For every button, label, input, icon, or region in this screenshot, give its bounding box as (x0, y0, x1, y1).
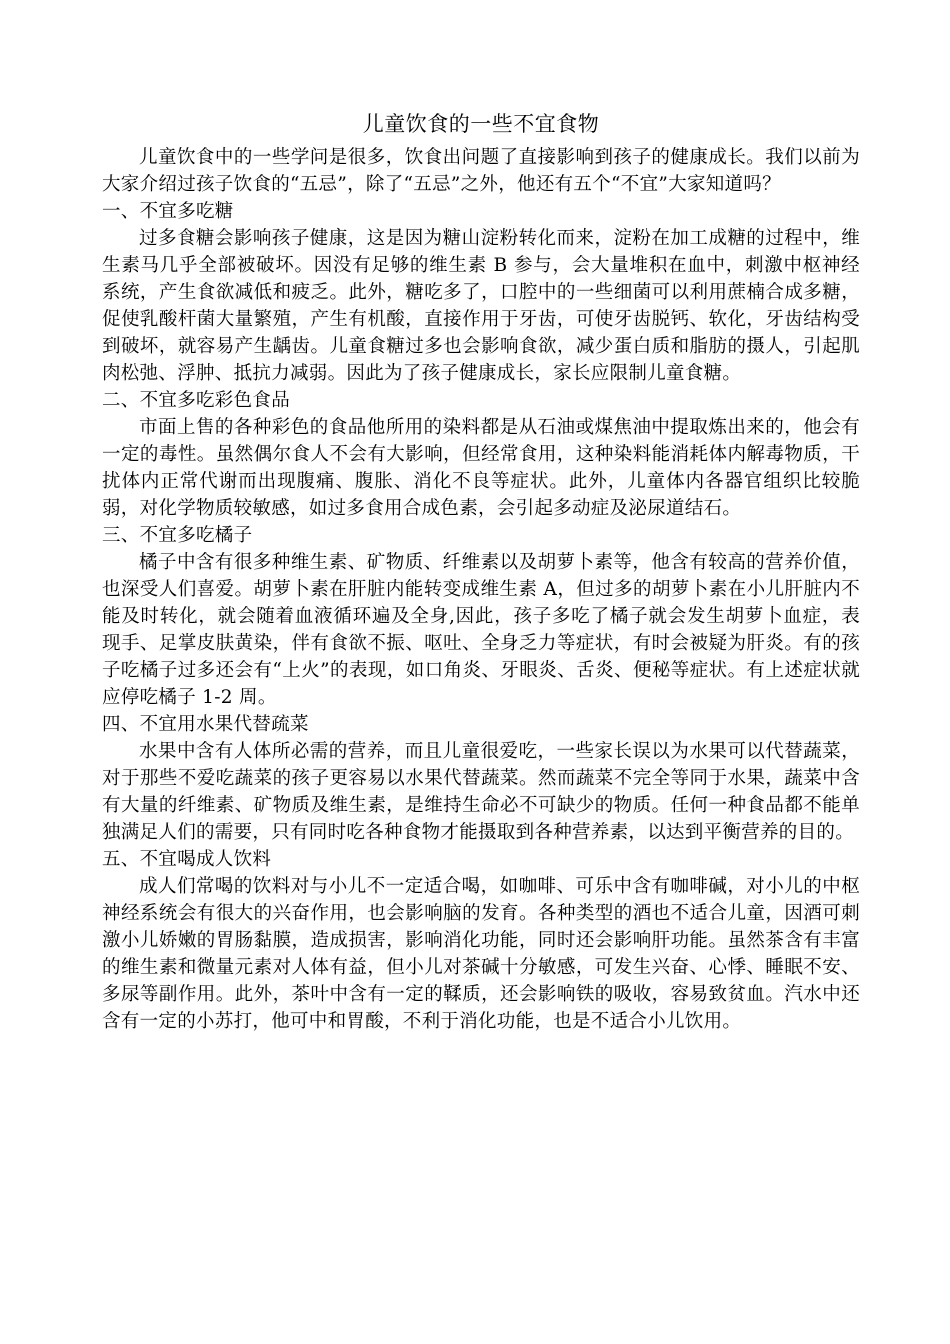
section-heading: 三、不宜多吃橘子 (102, 525, 253, 546)
section-sugar (102, 198, 860, 387)
section-body: 过多食糖会影响孩子健康，这是因为糖山淀粉转化而来，淀粉在加工成糖的过程中，维生素马几乎全部被破坏。因没有足够的维生素 B 参与，会大量堆积在血中，刺激中枢神经系统，产生食欲减低和疲乏。此外，糖吃多了，口腔中的一些细菌可以利用蔗楠合成多糖，促使乳酸杆菌大量繁殖，产生有机酸，直接作用于牙齿，可使牙齿脱钙、软化，牙齿结构受到破坏，就容易产生龋齿。儿童食糖过多也会影响食欲，减少蛋白质和脂肪的摄人，引起肌肉松弛、浮肿、抵抗力减弱。因此为了孩子健康成长，家长应限制儿童食糖。 (102, 228, 860, 384)
document-page (102, 106, 860, 1035)
section-body: 市面上售的各种彩色的食品他所用的染料都是从石油或煤焦油中提取炼出来的，他会有一定的毒性。虽然偶尔食人不会有大影响，但经常食用，这种染料能消耗体内解毒物质，干扰体内正常代谢而出现腹痛、腹胀、消化不良等症状。此外，儿童体内各器官组织比较脆弱，对化学物质较敏感，如过多食用合成色素，会引起多动症及泌尿道结石。 (102, 417, 860, 519)
section-fruit-vs-vegetables (102, 711, 860, 846)
intro-paragraph: 儿童饮食中的一些学问是很多，饮食出问题了直接影响到孩子的健康成长。我们以前为大家介绍过孩子饮食的“五忌”，除了“五忌”之外，他还有五个“不宜”大家知道吗？ (102, 147, 860, 195)
document-title: 儿童饮食的一些不宜食物 (362, 112, 600, 136)
section-body: 成人们常喝的饮料对与小儿不一定适合喝，如咖啡、可乐中含有咖啡碱，对小儿的中枢神经系统会有很大的兴奋作用，也会影响脑的发育。各种类型的酒也不适合儿童，因酒可刺激小儿娇嫩的胃肠黏膜，造成损害，影响消化功能，同时还会影响肝功能。虽然茶含有丰富的维生素和微量元素对人体有益，但小儿对茶碱十分敏感，可发生兴奋、心悸、睡眠不安、多尿等副作用。此外，茶叶中含有一定的鞣质，还会影响铁的吸收，容易致贫血。汽水中还含有一定的小苏打，他可中和胃酸，不利于消化功能，也是不适合小儿饮用。 (102, 876, 860, 1032)
section-heading: 二、不宜多吃彩色食品 (102, 390, 291, 411)
section-heading: 四、不宜用水果代替疏菜 (102, 714, 309, 735)
section-body: 橘子中含有很多种维生素、矿物质、纤维素以及胡萝卜素等，他含有较高的营养价值，也深受人们喜爱。胡萝卜素在肝脏内能转变成维生素 A，但过多的胡萝卜素在小儿肝脏内不能及时转化，就会随着血液循环遍及全身,因此，孩子多吃了橘子就会发生胡萝卜血症，表现手、足掌皮肤黄染，伴有食欲不振、呕吐、全身乏力等症状，有时会被疑为肝炎。有的孩子吃橘子过多还会有“上火”的表现，如口角炎、牙眼炎、舌炎、便秘等症状。有上述症状就应停吃橘子 1-2 周。 (102, 552, 860, 708)
section-heading: 五、不宜喝成人饮料 (102, 849, 272, 870)
section-heading: 一、不宜多吃糖 (102, 201, 234, 222)
section-oranges (102, 522, 860, 711)
section-colored-food (102, 387, 860, 522)
section-adult-drinks (102, 846, 860, 1035)
section-body: 水果中含有人体所必需的营养，而且儿童很爱吃，一些家长误以为水果可以代替蔬菜，对于那些不爱吃蔬菜的孩子更容易以水果代替蔬菜。然而蔬菜不完全等同于水果，蔬菜中含有大量的纤维素、矿物质及维生素，是维持生命必不可缺少的物质。任何一种食品都不能单独满足人们的需要，只有同时吃各种食物才能摄取到各种营养素，以达到平衡营养的目的。 (102, 741, 860, 843)
